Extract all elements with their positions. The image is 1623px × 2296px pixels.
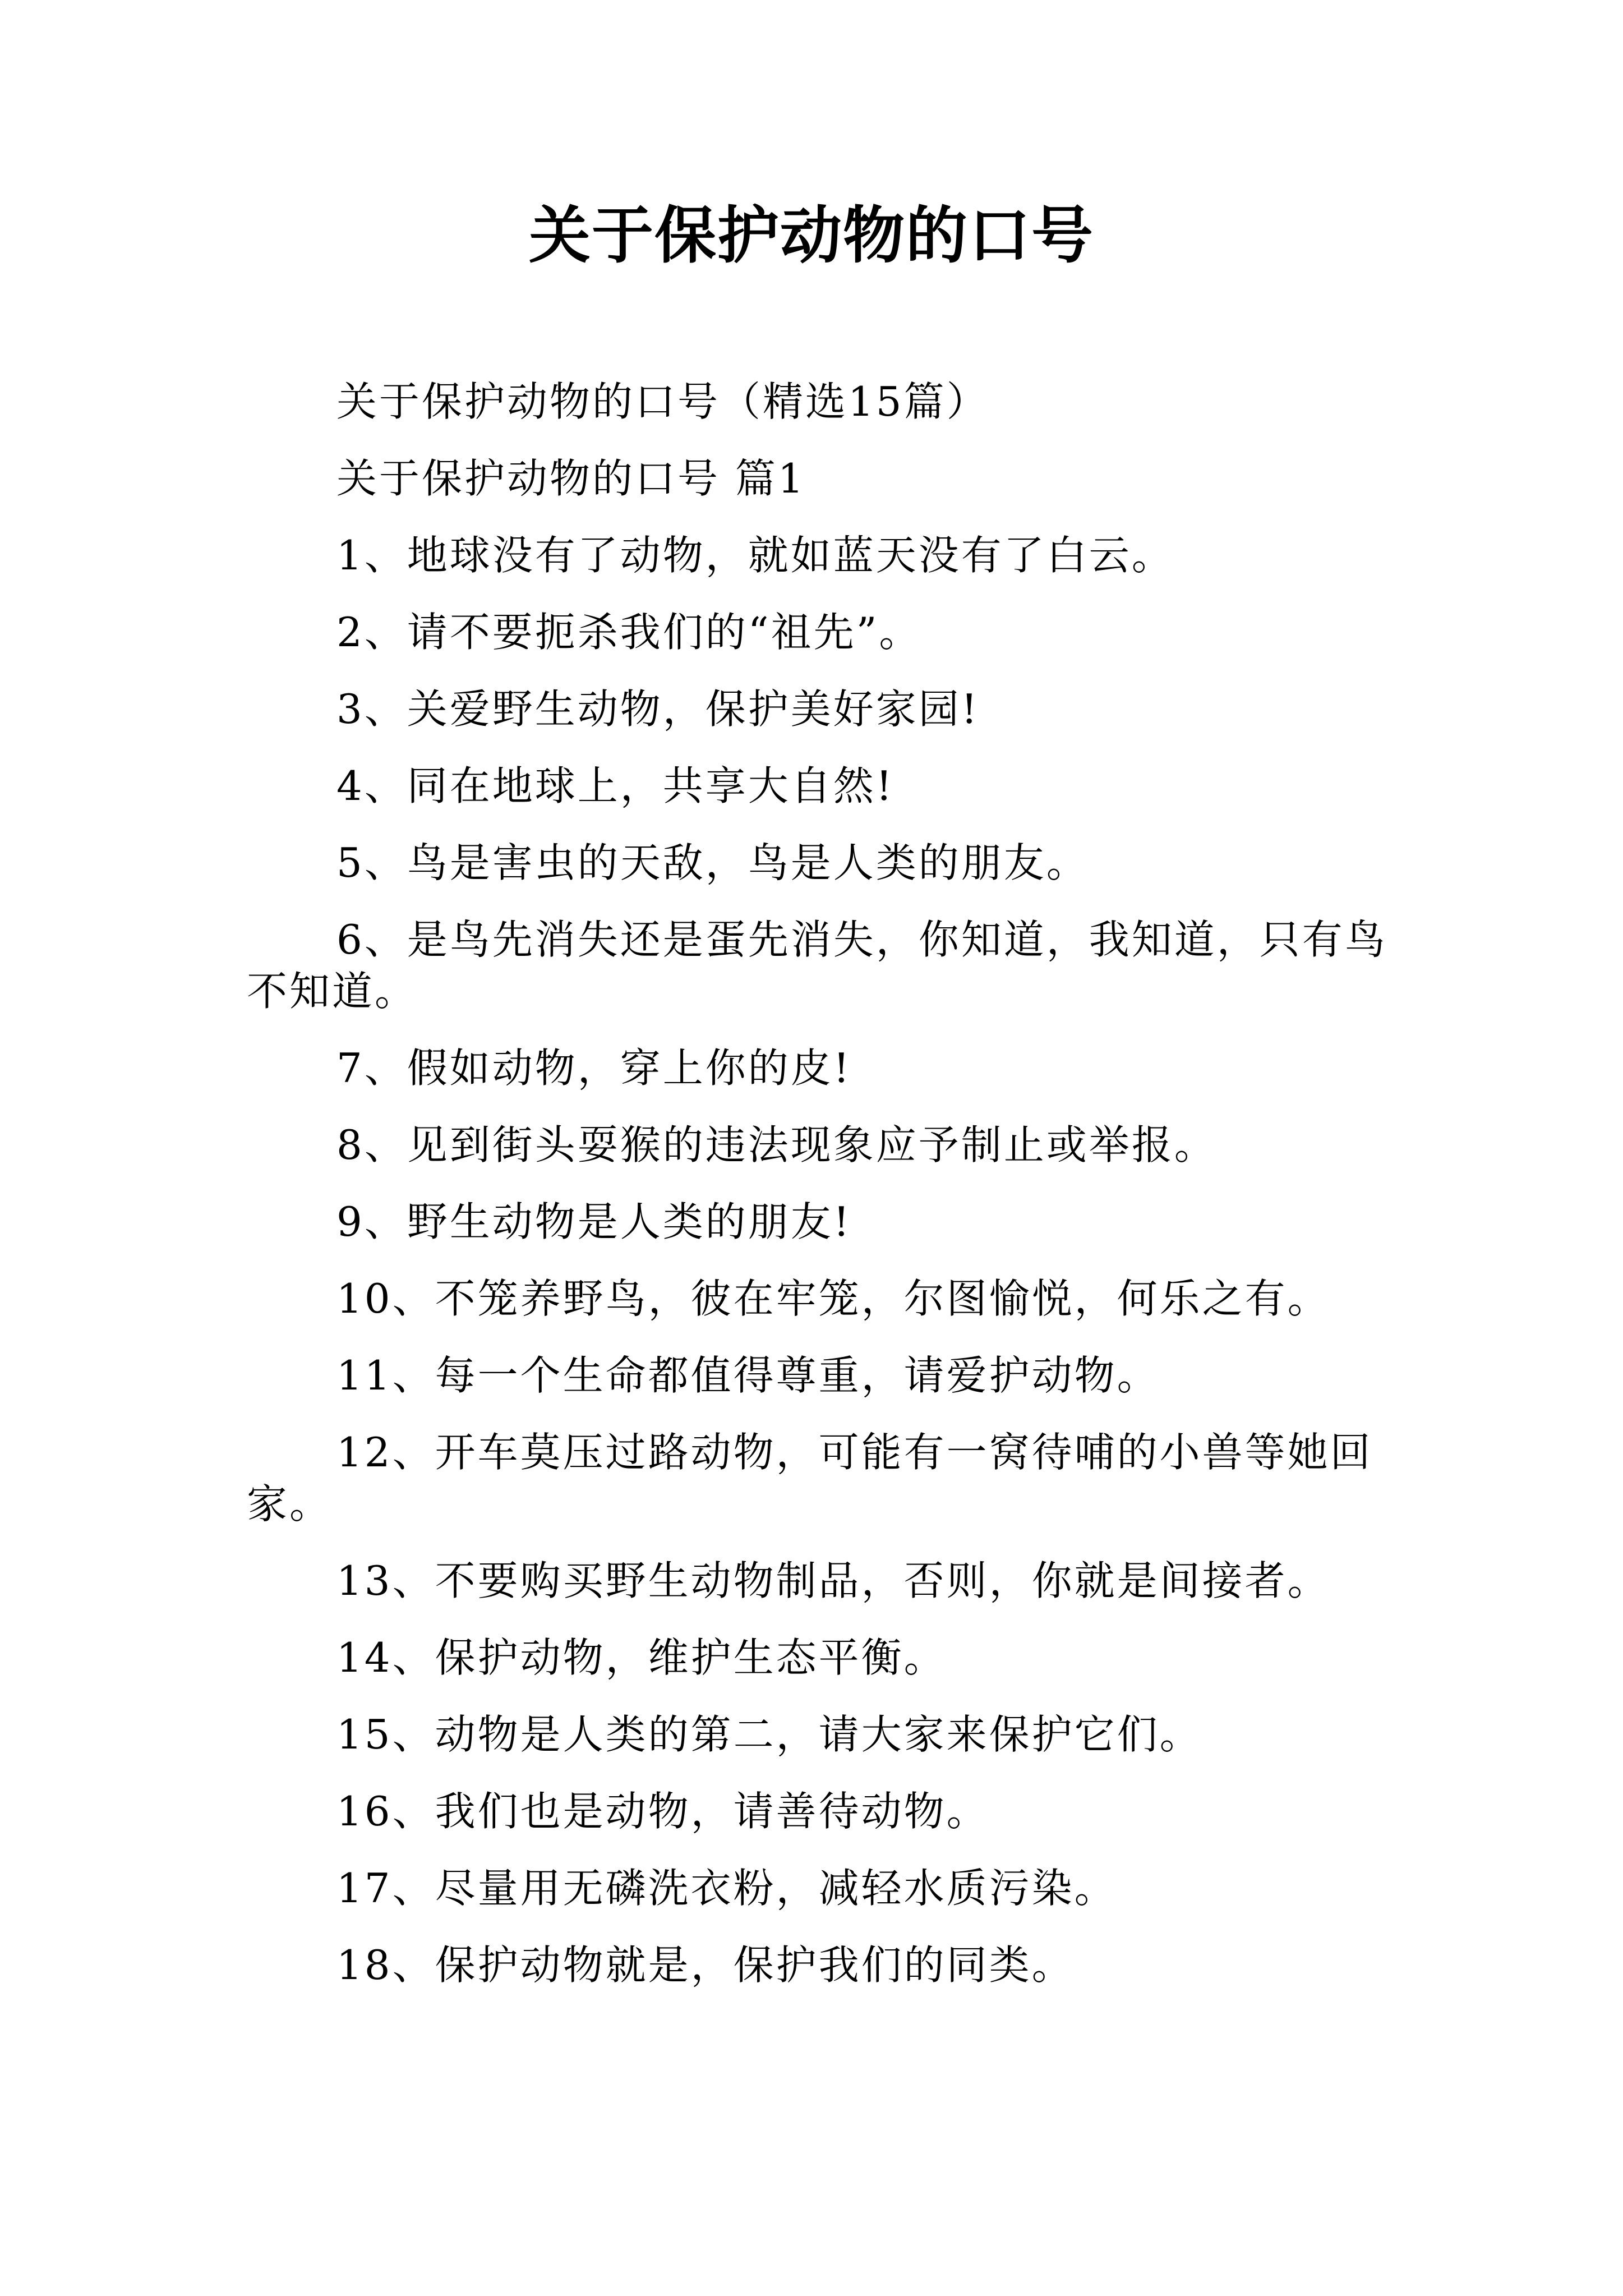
slogan-item: 12、开车莫压过路动物，可能有一窝待哺的小兽等她回家。 <box>247 1429 1373 1527</box>
paragraph-subtitle: 关于保护动物的口号（精选15篇） <box>336 378 989 425</box>
slogan-item: 7、假如动物，穿上你的皮! <box>336 1045 852 1092</box>
slogan-item: 6、是鸟先消失还是蛋先消失，你知道，我知道，只有鸟不知道。 <box>247 916 1387 1015</box>
paragraph-section-heading: 关于保护动物的口号 篇1 <box>336 455 806 502</box>
slogan-item: 15、动物是人类的第二，请大家来保护它们。 <box>336 1711 1202 1758</box>
slogan-item: 11、每一个生命都值得尊重，请爱护动物。 <box>336 1352 1160 1399</box>
slogan-item: 1、地球没有了动物，就如蓝天没有了白云。 <box>336 532 1174 579</box>
slogan-item: 9、野生动物是人类的朋友! <box>336 1198 852 1245</box>
document-body <box>247 376 1391 2016</box>
slogan-item: 17、尽量用无磷洗衣粉，减轻水质污染。 <box>336 1865 1117 1912</box>
slogan-item: 3、关爱野生动物，保护美好家园! <box>336 685 980 733</box>
slogan-item: 10、不笼养野鸟，彼在牢笼，尔图愉悦，何乐之有。 <box>336 1275 1330 1322</box>
slogan-item: 18、保护动物就是，保护我们的同类。 <box>336 1941 1075 1989</box>
document-title: 关于保护动物的口号 <box>529 199 1094 272</box>
slogan-item: 16、我们也是动物，请善待动物。 <box>336 1788 989 1835</box>
slogan-item: 2、请不要扼杀我们的“祖先”。 <box>336 609 922 656</box>
slogan-item: 13、不要购买野生动物制品，否则，你就是间接者。 <box>336 1557 1330 1604</box>
slogan-item: 8、见到街头耍猴的违法现象应予制止或举报。 <box>336 1121 1217 1168</box>
slogan-item: 4、同在地球上，共享大自然! <box>336 762 895 809</box>
slogan-item: 14、保护动物，维护生态平衡。 <box>336 1634 947 1681</box>
slogan-item: 5、鸟是害虫的天敌，鸟是人类的朋友。 <box>336 839 1089 886</box>
